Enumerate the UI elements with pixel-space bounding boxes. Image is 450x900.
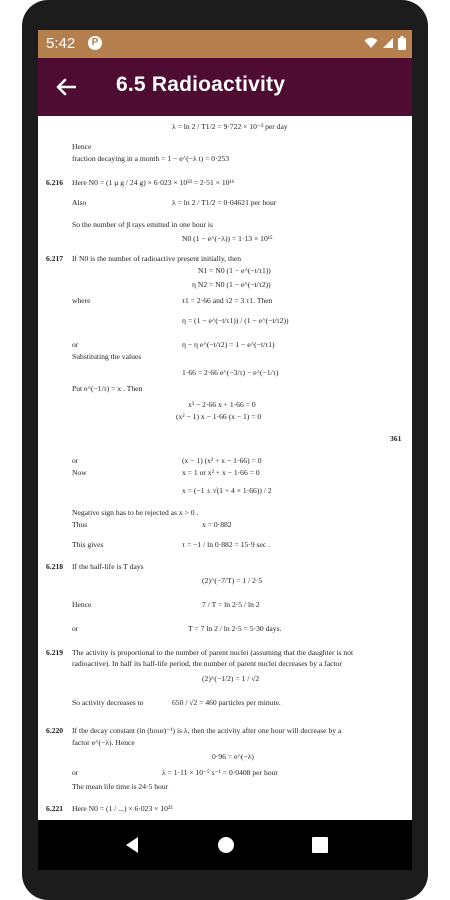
problem-number: 6.217 <box>46 254 64 263</box>
solution-page[interactable] <box>38 116 412 820</box>
text-line: or <box>72 340 79 349</box>
text-line: The activity is proportional to the number of parent nuclei (assuming that the daughter is not <box>72 648 354 657</box>
back-triangle-icon <box>124 836 140 854</box>
text-line: Here N0 = (1 / ...) × 6·023 × 10²³ <box>72 804 173 813</box>
text-line: where <box>72 296 91 305</box>
back-button[interactable] <box>50 71 82 103</box>
signal-icon <box>382 37 394 49</box>
navigation-bar <box>38 820 412 870</box>
page-number: 361 <box>390 434 402 443</box>
text-line: Put e^(−1/τ) = x . Then <box>72 384 143 393</box>
text-line: This gives <box>72 540 104 549</box>
text-line: So the number of β rays emitted in one hour is <box>72 220 213 229</box>
text-line: T = 7 ln 2 / ln 2·5 = 5·30 days. <box>188 624 282 633</box>
recents-square-icon <box>312 837 328 853</box>
page-title: 6.5 Radioactivity <box>116 73 286 96</box>
nav-home-button[interactable] <box>214 833 238 857</box>
text-line: N0 (1 − e^(−λ)) = 1·13 × 10¹⁵ <box>182 234 273 243</box>
text-line: λ = ln 2 / T1/2 = 9·722 × 10⁻³ per day <box>172 122 288 131</box>
text-line: 650 / √2 = 460 particles per minute. <box>172 698 281 707</box>
text-line: η − η e^(−t/τ2) = 1 − e^(−t/τ1) <box>182 340 275 349</box>
text-line: (x − 1) (x² + x − 1·66) = 0 <box>182 456 262 465</box>
text-line: fraction decaying in a month = 1 − e^(−λ t) = 0·253 <box>72 154 230 163</box>
status-bar <box>38 30 412 58</box>
text-line: or <box>72 624 79 633</box>
text-line: λ = 1·11 × 10⁻⁵ s⁻¹ = 0·0408 per hour <box>162 768 278 777</box>
problem-number: 6.220 <box>46 726 64 735</box>
home-circle-icon <box>217 836 235 854</box>
text-line: 7 / T = ln 2·5 / ln 2 <box>202 600 260 609</box>
app-notification-icon: P <box>88 36 102 50</box>
text-line: (2)^(−7/T) = 1 / 2·5 <box>202 576 263 585</box>
text-line: The mean life time is 24·5 hour <box>72 782 169 791</box>
text-line: If the decay constant (in (hour)⁻¹) is λ, then the activity after one hour will decrease by a <box>72 726 342 735</box>
problem-number: 6.221 <box>46 804 64 813</box>
problem-number: 6.216 <box>46 178 64 187</box>
text-line: factor e^(−λ). Hence <box>72 738 135 747</box>
text-line: If N0 is the number of radioactive present initially, then <box>72 254 242 263</box>
arrow-left-icon <box>56 78 76 96</box>
text-line: (x² − 1) x − 1·66 (x − 1) = 0 <box>176 412 262 421</box>
text-line: So activity decreases to <box>72 698 144 707</box>
text-line: If the half-life is T days <box>72 562 144 571</box>
text-line: Here N0 = (1 μ g / 24 g) × 6·023 × 10²³ = 2·51 × 10¹⁶ <box>72 178 235 187</box>
text-line: τ1 = 2·66 and τ2 = 3 τ1. Then <box>182 296 273 305</box>
problem-number: 6.218 <box>46 562 64 571</box>
text-line: x = 1 or x² + x − 1·66 = 0 <box>182 468 260 477</box>
text-line: η = (1 − e^(−t/τ1)) / (1 − e^(−t/τ2)) <box>182 316 289 325</box>
system-icons <box>364 36 406 50</box>
app-bar <box>38 58 412 116</box>
text-line: Now <box>72 468 87 477</box>
text-line: 1·66 = 2·66 e^(−3/τ) − e^(−1/τ) <box>182 368 279 377</box>
nav-back-button[interactable] <box>120 833 144 857</box>
text-line: (2)^(−1/2) = 1 / √2 <box>202 674 260 683</box>
text-line: λ = ln 2 / T1/2 = 0·04621 per hour <box>172 198 277 207</box>
wifi-icon <box>364 37 378 49</box>
text-line: or <box>72 456 79 465</box>
text-line: Also <box>72 198 87 207</box>
text-line: or <box>72 768 79 777</box>
text-line: Hence <box>72 600 92 609</box>
text-line: Substituting the values <box>72 352 142 361</box>
text-line: Hence <box>72 142 92 151</box>
battery-icon <box>398 36 406 50</box>
text-line: Negative sign has to be rejected as x > 0 . <box>72 508 199 517</box>
nav-recents-button[interactable] <box>308 833 332 857</box>
text-line: x = (−1 ± √(1 + 4 × 1·66)) / 2 <box>182 486 272 495</box>
text-line: Thus <box>72 520 88 529</box>
text-line: τ = −1 / ln 0·882 = 15·9 sec . <box>182 540 271 549</box>
text-line: radioactive). In half its half-life period, the number of parent nuclei decreases by a factor <box>72 659 342 668</box>
text-line: η N2 = N0 (1 − e^(−t/τ2)) <box>192 280 271 289</box>
problem-number: 6.219 <box>46 648 64 657</box>
text-line: 0·96 = e^(−λ) <box>212 752 254 761</box>
text-line: N1 = N0 (1 − e^(−t/τ1)) <box>198 266 271 275</box>
text-line: x = 0·882 <box>202 520 232 529</box>
text-line: x³ − 2·66 x + 1·66 = 0 <box>188 400 256 409</box>
status-time: 5:42 <box>46 35 76 52</box>
